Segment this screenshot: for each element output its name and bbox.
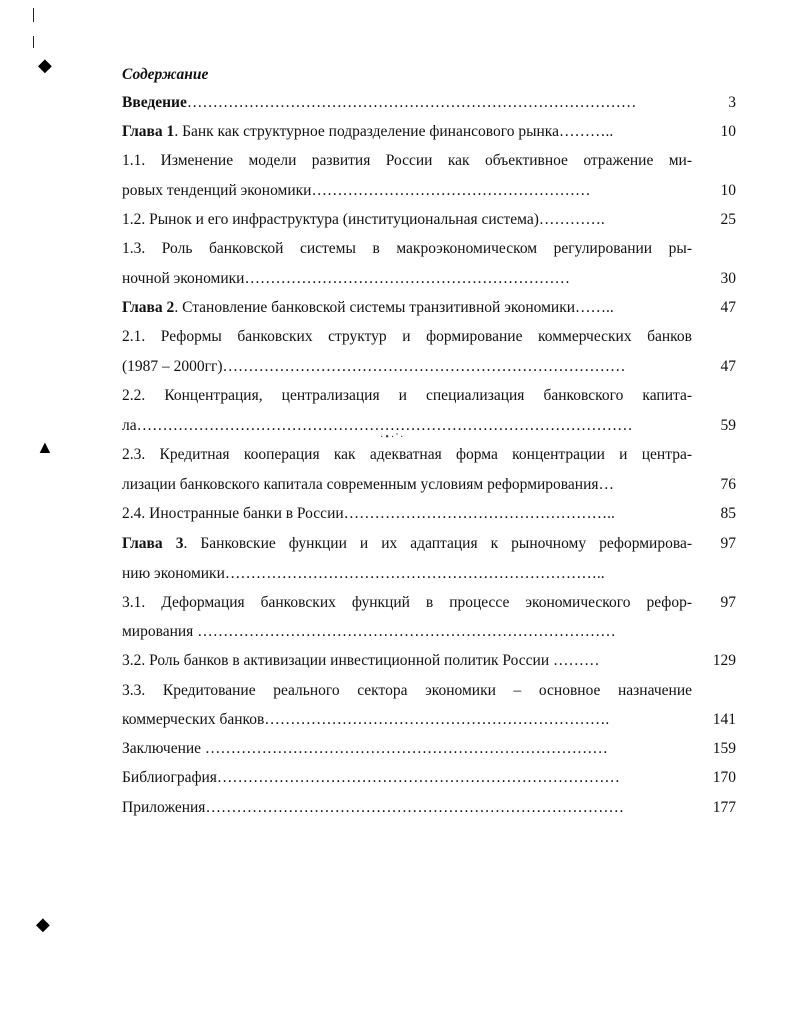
toc-page-number: 10	[720, 123, 736, 140]
toc-entry	[122, 122, 692, 142]
toc-entry	[122, 239, 692, 259]
toc-entry-text: мирования ………………………………………………………………………	[122, 623, 616, 640]
toc-entry	[122, 357, 692, 377]
scan-mark-line	[33, 8, 34, 22]
toc-entry	[122, 564, 692, 584]
scan-blot-icon: ◆	[38, 55, 52, 75]
toc-entry	[122, 739, 692, 759]
toc-page-number: 141	[712, 711, 736, 728]
toc-entry	[122, 386, 692, 406]
toc-page-number: 97	[720, 594, 736, 611]
toc-entry	[122, 681, 692, 701]
toc-page-number: 3	[728, 94, 736, 111]
toc-entry-heading: Введение	[122, 94, 187, 111]
toc-entry	[122, 93, 692, 113]
toc-entry-text: 1.2. Рынок и его инфраструктура (институциональная система)………….	[122, 211, 605, 228]
toc-entry	[122, 504, 692, 524]
toc-page-number: 129	[712, 652, 736, 669]
toc-entry-text: 2.3. Кредитная кооперация как адекватная форма концентрации и центра-	[122, 446, 692, 463]
toc-entry	[122, 475, 692, 495]
toc-entry-heading: Глава 1	[122, 123, 175, 140]
toc-entry-text: 3.1. Деформация банковских функций в процессе экономического рефор-	[122, 594, 692, 611]
toc-entry	[122, 298, 692, 318]
toc-entry	[122, 622, 692, 642]
toc-page-number: 97	[720, 535, 736, 552]
toc-entry-text: ровых тенденций экономики………………………………………………	[122, 182, 591, 199]
toc-entry	[122, 327, 692, 347]
toc-page-number: 85	[720, 505, 736, 522]
toc-page-number: 177	[712, 799, 736, 816]
toc-entry	[122, 445, 692, 465]
toc-entry	[122, 768, 692, 788]
toc-entry-text: 2.4. Иностранные банки в России……………………………………………..	[122, 505, 615, 522]
toc-entry-text: Библиография……………………………………………………………………	[122, 769, 620, 786]
toc-title: Содержание	[122, 66, 209, 83]
toc-entry	[122, 181, 692, 201]
toc-page-number: 47	[720, 299, 736, 316]
toc-entry	[122, 534, 692, 554]
toc-entry	[122, 416, 692, 436]
toc-entry-text: лизации банковского капитала современным условиям реформирования…	[122, 476, 615, 493]
toc-entry	[122, 651, 692, 671]
toc-page-number: 47	[720, 358, 736, 375]
toc-entry-text: . Банк как структурное подразделение финансового рынка………..	[174, 123, 614, 140]
toc-entry-text: ла……………………………………………………………………………………	[122, 417, 633, 434]
scan-blot-icon: ◆	[36, 914, 50, 934]
toc-entry-heading: Глава 3	[122, 535, 184, 552]
toc-entry-text: ночной экономики………………………………………………………	[122, 270, 570, 287]
scan-blot-icon: ▲	[36, 437, 54, 457]
toc-entry-text: коммерческих банков………………………………………………………….	[122, 711, 610, 728]
toc-page-number: 25	[720, 211, 736, 228]
toc-page-number: 170	[712, 769, 736, 786]
toc-entry-text: Заключение ……………………………………………………………………	[122, 740, 608, 757]
toc-entry-text: . Банковские функции и их адаптация к рыночному реформирова-	[183, 535, 693, 552]
toc-entry-text: 1.1. Изменение модели развития России как объективное отражение ми-	[122, 152, 692, 169]
toc-page-number: 30	[720, 270, 736, 287]
toc-entry	[122, 151, 692, 171]
toc-entry	[122, 269, 692, 289]
toc-page-number: 159	[712, 740, 736, 757]
toc-entry-text: 3.3. Кредитование реального сектора экономики – основное назначение	[122, 682, 692, 699]
toc-page-number: 59	[720, 417, 736, 434]
toc-entry-text: Приложения………………………………………………………………………	[122, 799, 624, 816]
toc-entry-text: . Становление банковской системы транзитивной экономики……..	[174, 299, 614, 316]
toc-entry-text: 2.1. Реформы банковских структур и формирование коммерческих банков	[122, 328, 692, 345]
toc-entry	[122, 593, 692, 613]
toc-entry	[122, 798, 692, 818]
scan-dots: ·•·'·	[380, 432, 406, 443]
toc-entry-text: 3.2. Роль банков в активизации инвестиционной политик России ………	[122, 652, 600, 669]
toc-page-number: 10	[720, 182, 736, 199]
toc-entry-text: 1.3. Роль банковской системы в макроэкономическом регулировании ры-	[122, 240, 692, 257]
toc-entry-heading: Глава 2	[122, 299, 175, 316]
toc-entry-text: (1987 – 2000гг)……………………………………………………………………	[122, 358, 626, 375]
toc-entry-text: ……………………………………………………………………………	[186, 94, 637, 111]
toc-entry-text: нию экономики………………………………………………………………..	[122, 565, 605, 582]
toc-entry	[122, 210, 692, 230]
scan-mark-line	[33, 36, 34, 48]
toc-page-number: 76	[720, 476, 736, 493]
toc-entry-text: 2.2. Концентрация, централизация и специализация банковского капита-	[122, 387, 692, 404]
toc-entry	[122, 710, 692, 730]
